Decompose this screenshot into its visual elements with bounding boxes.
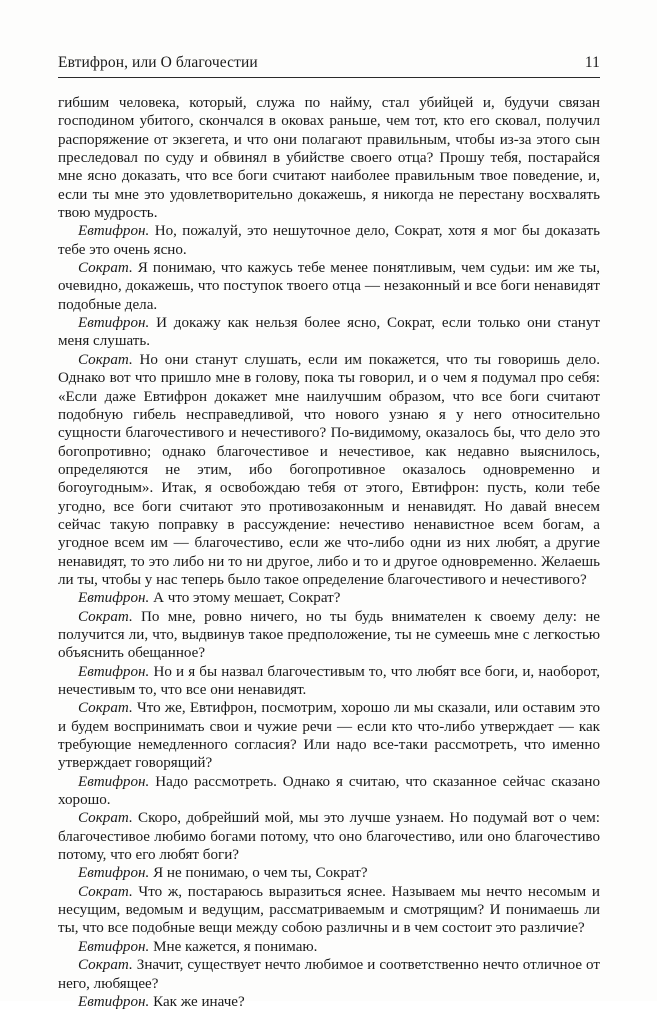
- paragraph-text: И докажу как нельзя более ясно, Сократ, если только они станут меня слушать.: [58, 315, 600, 350]
- speaker-name: Евтифрон.: [78, 590, 150, 607]
- body-text: [58, 94, 600, 1011]
- paragraph-text: гибшим человека, который, служа по найму, стал убийцей и, будучи связан господином убитого, скончался в оковах раньше, чем тот, кто его сковал, получил распоряжение от экзегета, и что они полагают правильным, чтобы из-за этого сын преследовал по суду и обвинял в убийстве своего отца? Прошу тебя, постарайся мне ясно доказать, что все боги считают наиболее правильным твое поведение, и, если ты мне это удовлетворительно докажешь, я никогда не перестану восхвалять твою мудрость.: [58, 95, 600, 222]
- dialogue-paragraph: [58, 993, 600, 1011]
- dialogue-paragraph: [58, 259, 600, 314]
- running-header: [58, 54, 600, 77]
- paragraph-text: Надо рассмотреть. Однако я считаю, что сказанное сейчас сказано хорошо.: [58, 773, 600, 809]
- paragraph-text: Но, пожалуй, это нешуточное дело, Сократ, хотя я мог бы доказать тебе это очень ясно.: [58, 223, 600, 258]
- speaker-name: Сократ.: [78, 883, 133, 900]
- paragraph-text: Но они станут слушать, если им покажется, что ты говоришь дело. Однако вот что пришло мне в голову, пока ты говорил, и о чем я подумал про себя: «Если даже Евтифрон докажет мне наилучшим образом, что все боги считают подобную гибель несправедливой, что нового узнаю я у него относительно сущности благочестивого и нечестивого? По-видимому, оказалось бы, что дело это богопротивно; однако благочестивое и нечестивое, как недавно выяснилось, определяются не этим, ибо богопротивное оказалось одновременно и богоугодным». Итак, я освобождаю тебя от этого, Евтифрон: пусть, коли тебе угодно, все боги считают это противозаконным и ненавидят. Но давай внесем сейчас такую поправку в рассуждение: нечестиво ненавистное всем богам, а угодное всем им — благочестиво, если же что-либо одни из них любят, а другие ненавидят, то это либо ни то ни другое, либо и то и другое одновременно. Желаешь ли ты, чтобы у нас теперь было такое определение благочестивого и нечестивого?: [58, 351, 600, 588]
- speaker-name: Евтифрон.: [78, 315, 150, 332]
- dialogue-paragraph: [58, 589, 600, 607]
- speaker-name: Евтифрон.: [78, 993, 150, 1010]
- page-number: 11: [584, 54, 600, 71]
- dialogue-paragraph: [58, 809, 600, 864]
- paragraph-text: Что же, Евтифрон, посмотрим, хорошо ли мы сказали, или оставим это и будем воспринимать свои и чужие речи — если кто что-либо утверждает — как требующие немедленного согласия? Или надо все-таки рассмотреть, что именно утверждает говорящий?: [58, 700, 600, 772]
- dialogue-paragraph: [58, 222, 600, 259]
- paragraph-text: Что ж, постараюсь выразиться яснее. Называем мы нечто несомым и несущим, ведомым и ведущим, рассматриваемым и смотрящим? И понимаешь ли ты, что все подобные вещи между собою различны и в чем состоит это различие?: [58, 883, 600, 937]
- paragraph-text: Я не понимаю, о чем ты, Сократ?: [153, 865, 368, 882]
- paragraph-text: Скоро, добрейший мой, мы это лучше узнаем. Но подумай вот о чем: благочестивое любимо богами потому, что оно благочестиво, или оно благочестиво потому, что его любят боги?: [58, 810, 600, 864]
- running-header-title: Евтифрон, или О благочестии: [58, 54, 258, 71]
- speaker-name: Сократ.: [78, 260, 133, 277]
- paragraph-text: Как же иначе?: [153, 993, 245, 1010]
- speaker-name: Сократ.: [78, 608, 133, 625]
- dialogue-paragraph: [58, 864, 600, 882]
- speaker-name: Евтифрон.: [78, 663, 150, 680]
- speaker-name: Евтифрон.: [78, 223, 150, 240]
- speaker-name: Сократ.: [78, 957, 133, 974]
- paragraph-text: Я понимаю, что кажусь тебе менее понятливым, чем судьи: им же ты, очевидно, докажешь, что поступок твоего отца — незаконный и все боги ненавидят подобные дела.: [58, 260, 601, 313]
- speaker-name: Сократ.: [78, 700, 133, 717]
- paragraph-text: Мне кажется, я понимаю.: [153, 938, 318, 955]
- paragraph-text: Но и я бы назвал благочестивым то, что любят все боги, и, наоборот, нечестивым то, что все они ненавидят.: [58, 663, 600, 698]
- speaker-name: Сократ.: [78, 351, 133, 368]
- paragraph-text: А что этому мешает, Сократ?: [153, 590, 341, 607]
- speaker-name: Сократ.: [78, 810, 133, 827]
- speaker-name: Евтифрон.: [78, 865, 150, 882]
- page-content-area: [58, 54, 600, 1011]
- dialogue-paragraph: [58, 938, 600, 956]
- paragraph-text: По мне, ровно ничего, но ты будь внимателен к своему делу: не получится ли, что, выдвинув такое предположение, ты не сумеешь мне с легкостью объяснить обещанное?: [58, 608, 600, 662]
- dialogue-paragraph: [58, 773, 600, 810]
- header-rule: [58, 77, 600, 78]
- dialogue-paragraph: [58, 314, 600, 351]
- dialogue-paragraph: [58, 663, 600, 700]
- paragraph-text: Значит, существует нечто любимое и соответственно нечто отличное от него, любящее?: [58, 957, 601, 992]
- dialogue-paragraph: [58, 699, 600, 772]
- dialogue-paragraph: [58, 608, 600, 663]
- body-paragraph: [58, 94, 600, 222]
- speaker-name: Евтифрон.: [78, 773, 150, 790]
- speaker-name: Евтифрон.: [78, 938, 150, 955]
- dialogue-paragraph: [58, 883, 600, 938]
- dialogue-paragraph: [58, 351, 600, 589]
- dialogue-paragraph: [58, 956, 600, 993]
